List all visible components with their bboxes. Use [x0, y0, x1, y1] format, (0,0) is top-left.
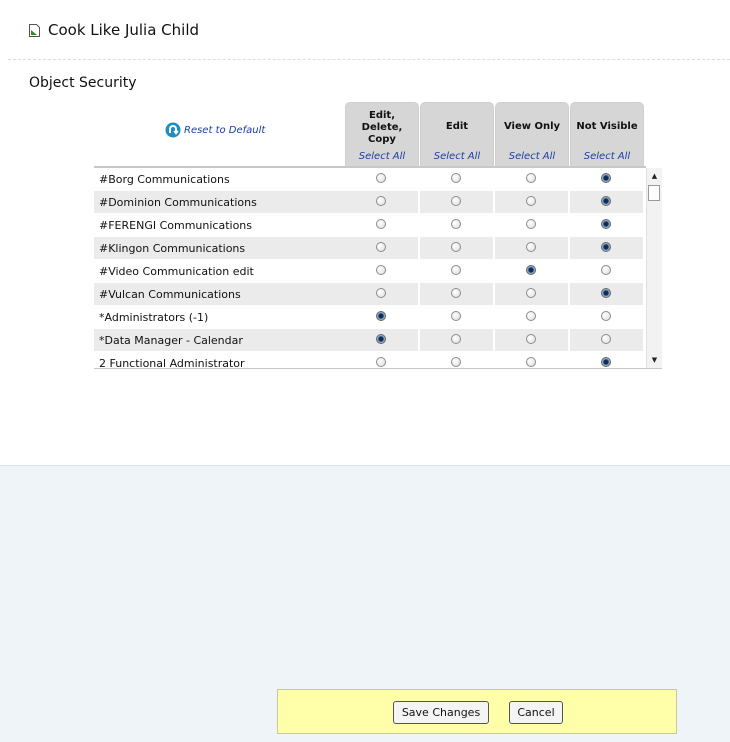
permission-radio[interactable] [526, 265, 536, 275]
row-name: #Video Communication edit [99, 265, 254, 278]
permission-radio[interactable] [376, 265, 386, 275]
permission-cell [495, 283, 568, 305]
table-row [94, 352, 646, 368]
row-name: #Vulcan Communications [94, 283, 349, 305]
row-name: #Dominion Communications [94, 191, 349, 213]
reset-to-default-link[interactable]: Reset to Default [184, 125, 266, 136]
permission-cell [570, 168, 643, 190]
permission-cell [570, 352, 643, 368]
scroll-thumb[interactable] [648, 185, 660, 201]
permission-cell [570, 214, 643, 236]
permission-cell [495, 352, 568, 368]
page-header [0, 0, 730, 58]
permission-radio[interactable] [526, 288, 536, 298]
permission-cell [420, 306, 493, 328]
permissions-grid [94, 168, 646, 368]
permission-cell [495, 214, 568, 236]
column-header-label: Edit, Delete, Copy [361, 110, 403, 145]
permission-radio[interactable] [601, 288, 611, 298]
row-name: *Administrators (-1) [99, 311, 209, 324]
permission-radio[interactable] [526, 334, 536, 344]
permission-cell [420, 329, 493, 351]
vertical-scrollbar[interactable] [646, 168, 662, 368]
table-row [94, 260, 646, 283]
grid-bottom-border [94, 368, 662, 369]
permission-cell [345, 306, 418, 328]
permission-cell [495, 260, 568, 282]
permission-cell [420, 283, 493, 305]
cancel-button[interactable]: Cancel [509, 701, 563, 724]
permission-cell [570, 260, 643, 282]
row-name: #Borg Communications [99, 173, 230, 186]
table-row [94, 168, 646, 191]
permission-radio[interactable] [601, 219, 611, 229]
permission-radio[interactable] [376, 242, 386, 252]
permission-cell [345, 283, 418, 305]
permission-cell [570, 191, 643, 213]
row-name: #Klingon Communications [94, 237, 349, 259]
row-name: *Data Manager - Calendar [94, 329, 349, 351]
permission-cell [570, 237, 643, 259]
table-row [94, 191, 646, 214]
permission-radio[interactable] [376, 173, 386, 183]
header-divider [8, 59, 730, 60]
permission-radio[interactable] [601, 311, 611, 321]
permission-radio[interactable] [601, 265, 611, 275]
select-all-link[interactable]: Select All [583, 151, 631, 162]
permission-cell [345, 237, 418, 259]
permission-radio[interactable] [526, 357, 536, 367]
select-all-link[interactable]: Select All [358, 151, 406, 162]
permission-radio[interactable] [451, 242, 461, 252]
permission-cell [345, 260, 418, 282]
column-header [495, 102, 569, 167]
permission-radio[interactable] [376, 288, 386, 298]
permission-cell [570, 329, 643, 351]
permission-radio[interactable] [601, 173, 611, 183]
section-title: Object Security [29, 75, 137, 91]
permission-radio[interactable] [526, 196, 536, 206]
permission-cell [345, 214, 418, 236]
column-header-label: Not Visible [576, 121, 638, 132]
permission-cell [345, 191, 418, 213]
table-row [94, 283, 646, 306]
permission-cell [420, 260, 493, 282]
permission-cell [495, 237, 568, 259]
permission-radio[interactable] [376, 311, 386, 321]
permission-cell [495, 306, 568, 328]
reset-icon[interactable] [165, 122, 181, 138]
column-header-label: View Only [503, 121, 561, 132]
permission-radio[interactable] [526, 219, 536, 229]
permission-cell [570, 306, 643, 328]
permission-radio[interactable] [601, 242, 611, 252]
permission-radio[interactable] [451, 334, 461, 344]
permission-radio[interactable] [526, 242, 536, 252]
column-header [345, 102, 419, 167]
scroll-up-icon[interactable]: ▲ [651, 172, 658, 180]
save-changes-button[interactable]: Save Changes [393, 701, 489, 724]
row-name: 2 Functional Administrator [99, 357, 245, 368]
table-row [94, 306, 646, 329]
select-all-link[interactable]: Select All [433, 151, 481, 162]
permission-radio[interactable] [451, 357, 461, 367]
row-name: #FERENGI Communications [99, 219, 253, 232]
permission-radio[interactable] [451, 288, 461, 298]
permission-cell [420, 168, 493, 190]
permission-radio[interactable] [451, 219, 461, 229]
select-all-link[interactable]: Select All [508, 151, 556, 162]
permission-cell [345, 352, 418, 368]
page-title: Cook Like Julia Child [48, 21, 200, 39]
permission-radio[interactable] [451, 196, 461, 206]
permission-radio[interactable] [376, 196, 386, 206]
permission-cell [495, 329, 568, 351]
permission-cell [345, 329, 418, 351]
permission-cell [495, 191, 568, 213]
column-header [420, 102, 494, 167]
permission-cell [420, 352, 493, 368]
permission-cell [345, 168, 418, 190]
permission-radio[interactable] [376, 357, 386, 367]
permission-cell [420, 214, 493, 236]
permission-radio[interactable] [451, 265, 461, 275]
permission-cell [495, 168, 568, 190]
permission-radio[interactable] [451, 173, 461, 183]
table-row [94, 329, 646, 352]
permission-cell [420, 237, 493, 259]
table-row [94, 237, 646, 260]
permission-radio[interactable] [526, 173, 536, 183]
column-header [570, 102, 644, 167]
permission-radio[interactable] [451, 311, 461, 321]
permission-radio[interactable] [526, 311, 536, 321]
table-row [94, 214, 646, 237]
permission-radio[interactable] [601, 334, 611, 344]
button-bar [277, 689, 677, 734]
permission-cell [420, 191, 493, 213]
document-icon [29, 24, 40, 37]
permission-radio[interactable] [601, 196, 611, 206]
permission-cell [570, 283, 643, 305]
permission-radio[interactable] [601, 357, 611, 367]
permission-radio[interactable] [376, 219, 386, 229]
scroll-down-icon[interactable]: ▼ [651, 356, 658, 364]
column-header-label: Edit [445, 121, 469, 132]
permission-radio[interactable] [376, 334, 386, 344]
